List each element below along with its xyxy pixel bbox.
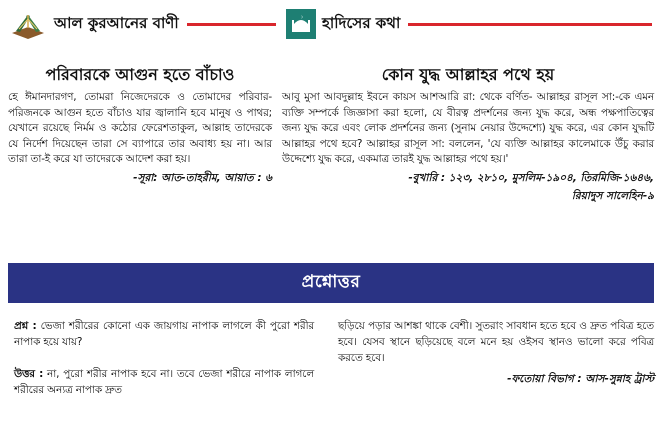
- question-label: প্রশ্ন :: [14, 320, 37, 332]
- fatwa-source: -ফতোয়া বিভাগ : আস-সুন্নাহ ট্রাস্ট: [507, 373, 654, 385]
- quran-header-rule: [187, 23, 276, 26]
- hadith-heading: কোন যুদ্ধ আল্লাহর পথে হয়: [381, 65, 555, 84]
- quran-heading: পরিবারকে আগুন হতে বাঁচাও: [45, 65, 235, 84]
- quran-reference: -সূরা: আত-তাহরীম, আয়াত : ৬: [133, 171, 272, 184]
- hadith-reference-line-1: -বুখারি : ১২৩, ২৮১০, মুসলিম-১৯০৪, তিরমিজি-১৬৪৬,: [408, 171, 654, 184]
- quran-section-title: আল কুরআনের বাণী: [54, 13, 179, 32]
- hadith-reference-line-2: রিয়াদুস সালেহিন-৯: [571, 189, 654, 202]
- answer-text: না, পুরো শরীর নাপাক হবে না। তবে ভেজা শরীরে নাপাক লাগলে শরীরের অন্যত্র নাপাক দ্রুত: [14, 368, 314, 396]
- hadith-text: আবু মুসা আবদুল্লাহ ইবনে কায়স আশআরি রা: থেকে বর্ণিত- আল্লাহর রাসূল সা:-কে এমন ব্যক্তি সম্পর্কে জিজ্ঞাসা করা হলো, যে বীরত্ব প্রদর্শনের জন্য যুদ্ধ করে, অন্ধ পক্ষপাতিত্বের জন্য যুদ্ধ করে এবং লোক প্রদর্শনের জন্য (সুনাম নেয়ার উদ্দেশ্যে) যুদ্ধ করে, এর কোন যুদ্ধটি আল্লাহর পথে হবে? আল্লাহর রাসূল সা: বললেন, 'যে ব্যক্তি আল্লাহর কালেমাকে উঁচু করার উদ্দেশ্যে যুদ্ধ করে, একমাত্র তারই যুদ্ধ আল্লাহর পথে হয়।': [282, 91, 654, 166]
- qa-banner-title: প্রশ্নোত্তর: [301, 272, 361, 292]
- quran-section-header: [8, 6, 276, 42]
- qa-banner: [8, 263, 654, 303]
- quran-icon: [8, 7, 48, 41]
- hadith-section-header: [286, 6, 652, 42]
- mosque-icon: [286, 9, 316, 39]
- quran-text: হে ঈমানদারগণ, তোমরা নিজেদেরকে ও তোমাদের পরিবার-পরিজনকে আগুন হতে বাঁচাও যার জ্বালানি হবে মানুষ ও পাথর; যেখানে রয়েছে নির্মম ও কঠোর ফেরেশতাকুল, আল্লাহ তাদেরকে যে নির্দেশ দিয়েছেন তারা সে ব্যাপারে তার অবাধ্য হয় না। আর তারা তা-ই করে যা তাদেরকে আদেশ করা হয়।: [8, 91, 272, 166]
- hadith-header-rule: [408, 23, 652, 26]
- answer-continued: ছড়িয়ে পড়ার আশঙ্কা থাকে বেশী। সুতরাং সাবধান হতে হবে ও দ্রুত পবিত্র হতে হবে। যেসব স্থানে ছড়িয়েছে বলে মনে হয় ওইসব স্থানও ভালো করে পবিত্র করতে হবে।: [338, 320, 654, 364]
- qa-left-column: [14, 318, 314, 398]
- hadith-article: [282, 64, 654, 204]
- quran-article: [8, 64, 272, 186]
- answer-label: উত্তর :: [14, 368, 44, 380]
- question-text: ভেজা শরীরের কোনো এক জায়গায় নাপাক লাগলে কী পুরো শরীর নাপাক হয়ে যায়?: [14, 320, 314, 348]
- qa-right-column: [338, 318, 654, 389]
- qa-question: [14, 318, 314, 350]
- qa-answer: [14, 366, 314, 398]
- hadith-section-title: হাদিসের কথা: [322, 13, 401, 32]
